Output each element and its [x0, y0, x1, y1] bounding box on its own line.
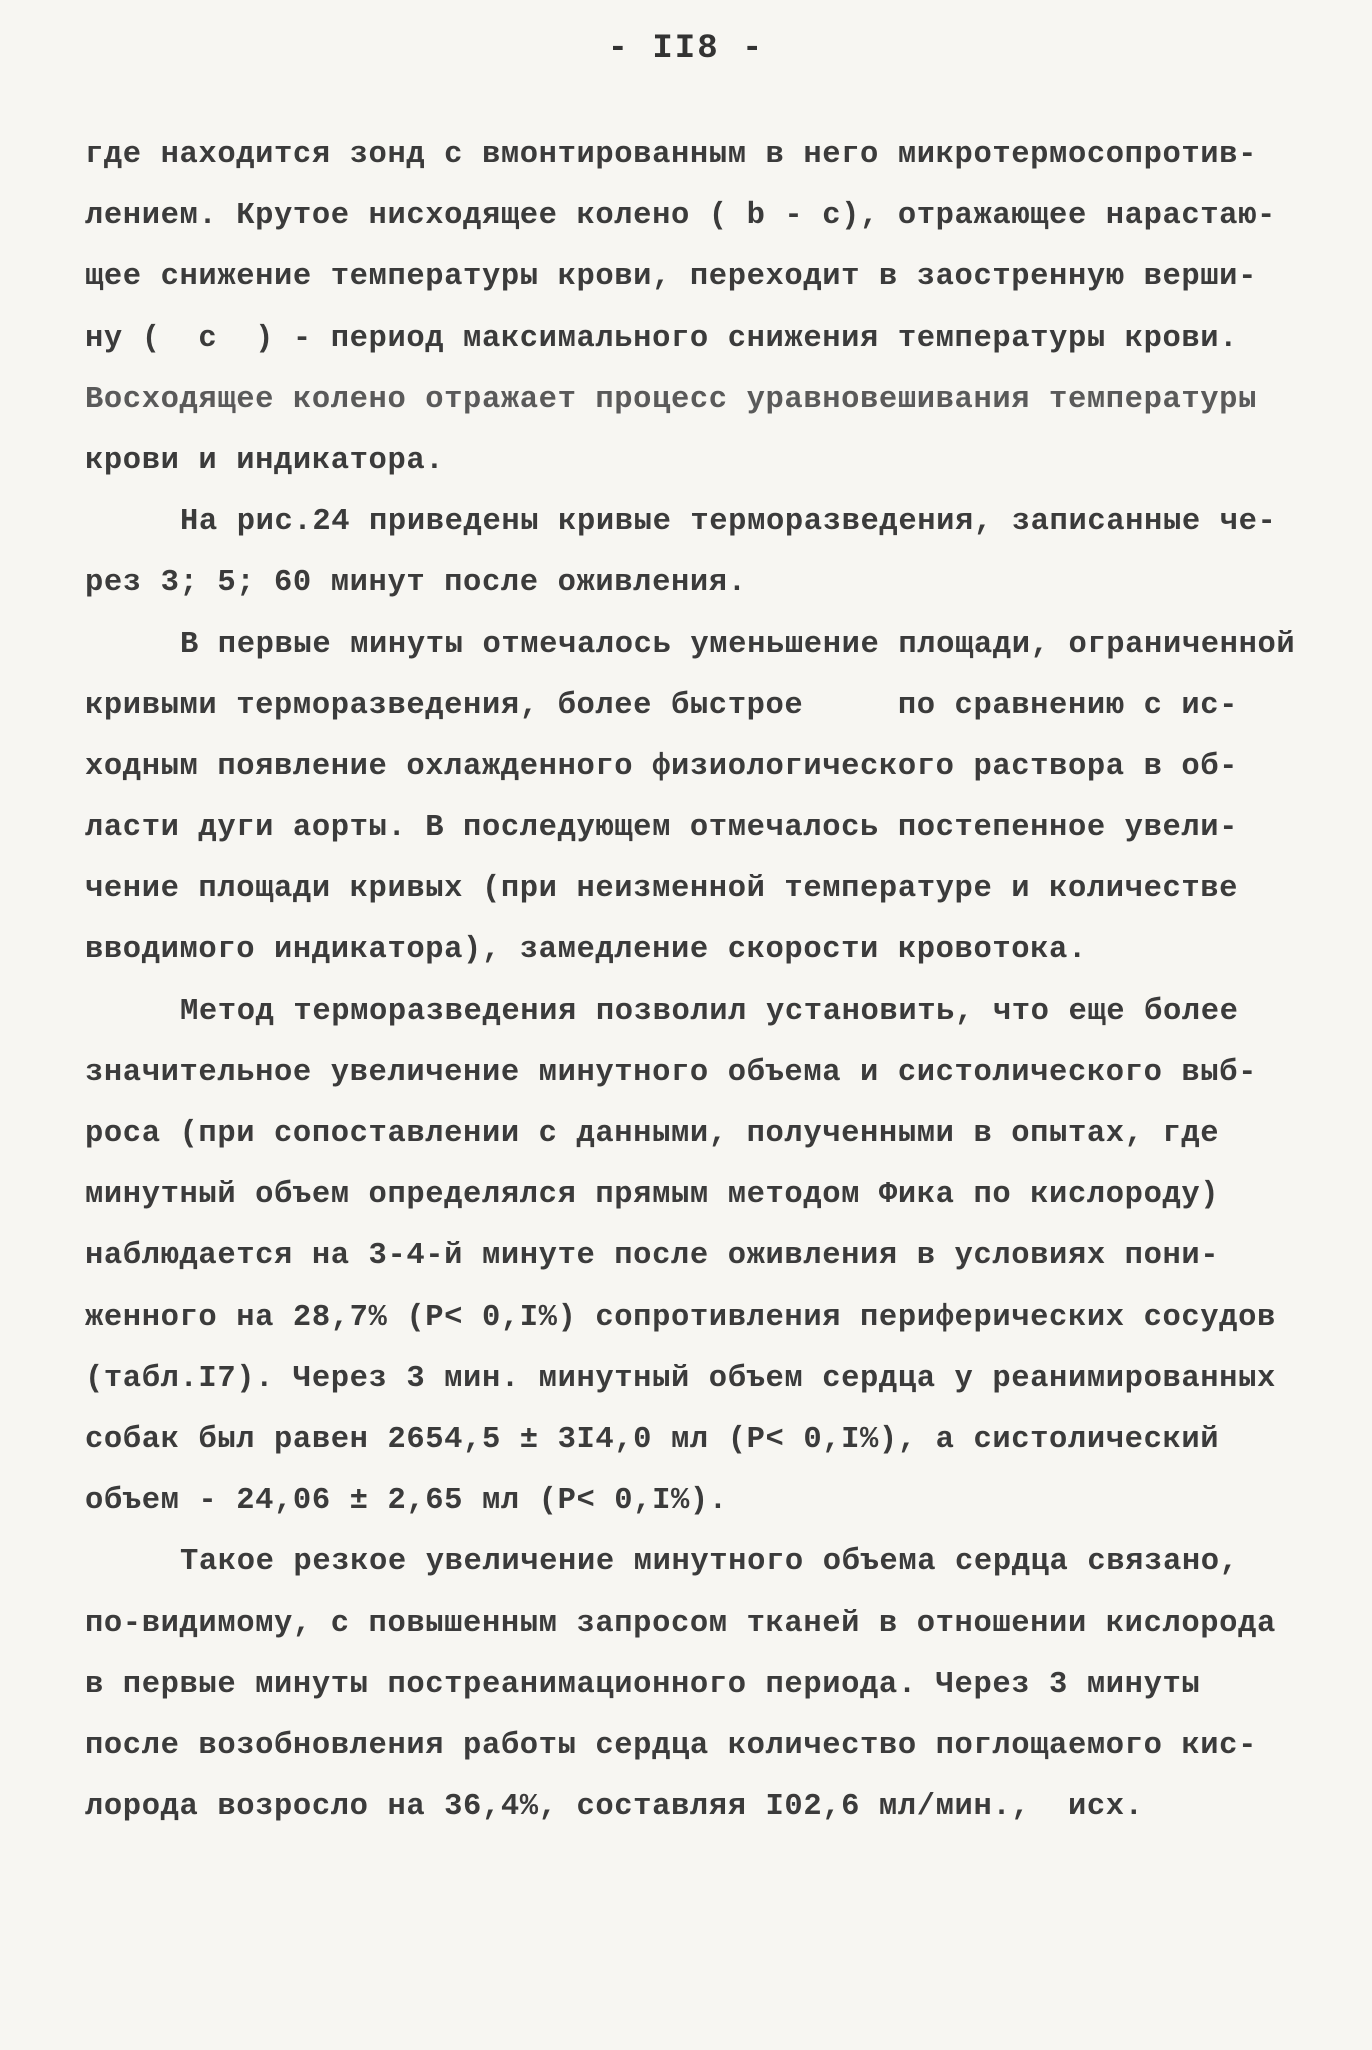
text-line: ласти дуги аорты. В последующем отмечалось постепенное увели-: [85, 811, 1239, 846]
paragraph-first-line: В первые минуты отмечалось уменьшение площади, ограниченной: [180, 627, 1296, 662]
text-line: вводимого индикатора), замедление скорости кровотока.: [85, 933, 1087, 968]
text-line: лорода возросло на 36,4%, составляя I02,6 мл/мин., исх.: [85, 1790, 1144, 1825]
text-line: значительное увеличение минутного объема и систолического выб-: [85, 1055, 1257, 1090]
text-line: где находится зонд с вмонтированным в него микротермосопротив-: [85, 138, 1257, 172]
text-line: Восходящее колено отражает процесс уравновешивания температуры: [85, 382, 1257, 417]
text-line: объем - 24,06 ± 2,65 мл (P< 0,I%).: [85, 1484, 728, 1519]
text-line: (табл.I7). Через 3 мин. минутный объем сердца у реанимированных: [85, 1361, 1276, 1396]
page-number: - II8 -: [607, 30, 765, 68]
text-line: лением. Крутое нисходящее колено ( b - c), отражающее нарастаю-: [85, 199, 1276, 234]
text-line: рез 3; 5; 60 минут после оживления.: [85, 566, 747, 601]
text-line: собак был равен 2654,5 ± 3I4,0 мл (P< 0,I%), а систолический: [85, 1422, 1220, 1457]
text-line: щее снижение температуры крови, переходит в заостренную верши-: [85, 260, 1257, 295]
text-line: минутный объем определялся прямым методом Фика по кислороду): [85, 1178, 1220, 1213]
text-line: в первые минуты постреанимационного периода. Через 3 минуты: [85, 1667, 1201, 1702]
paragraph-first-line: Метод терморазведения позволил установить, что еще более: [180, 994, 1239, 1029]
text-line: роса (при сопоставлении с данными, полученными в опытах, где: [85, 1117, 1220, 1151]
text-line: ходным появление охлажденного физиологического раствора в об-: [85, 749, 1239, 784]
paragraph-first-line: Такое резкое увеличение минутного объема сердца связано,: [180, 1545, 1239, 1580]
text-line: наблюдается на 3-4-й минуте после оживления в условиях пони-: [85, 1239, 1220, 1274]
text-line: по-видимому, с повышенным запросом тканей в отношении кислорода: [85, 1606, 1276, 1641]
body-text: [85, 125, 1300, 1838]
text-line: кривыми терморазведения, более быстрое по сравнению с ис-: [85, 688, 1239, 723]
paragraph-first-line: На рис.24 приведены кривые терморазведения, записанные че-: [180, 505, 1277, 540]
text-line: крови и индикатора.: [85, 443, 445, 478]
text-line: ну ( c ) - период максимального снижения температуры крови.: [85, 321, 1239, 356]
text-line: после возобновления работы сердца количество поглощаемого кис-: [85, 1728, 1257, 1763]
text-line: женного на 28,7% (P< 0,I%) сопротивления периферических сосудов: [85, 1300, 1276, 1335]
text-line: чение площади кривых (при неизменной температуре и количестве: [85, 872, 1239, 907]
